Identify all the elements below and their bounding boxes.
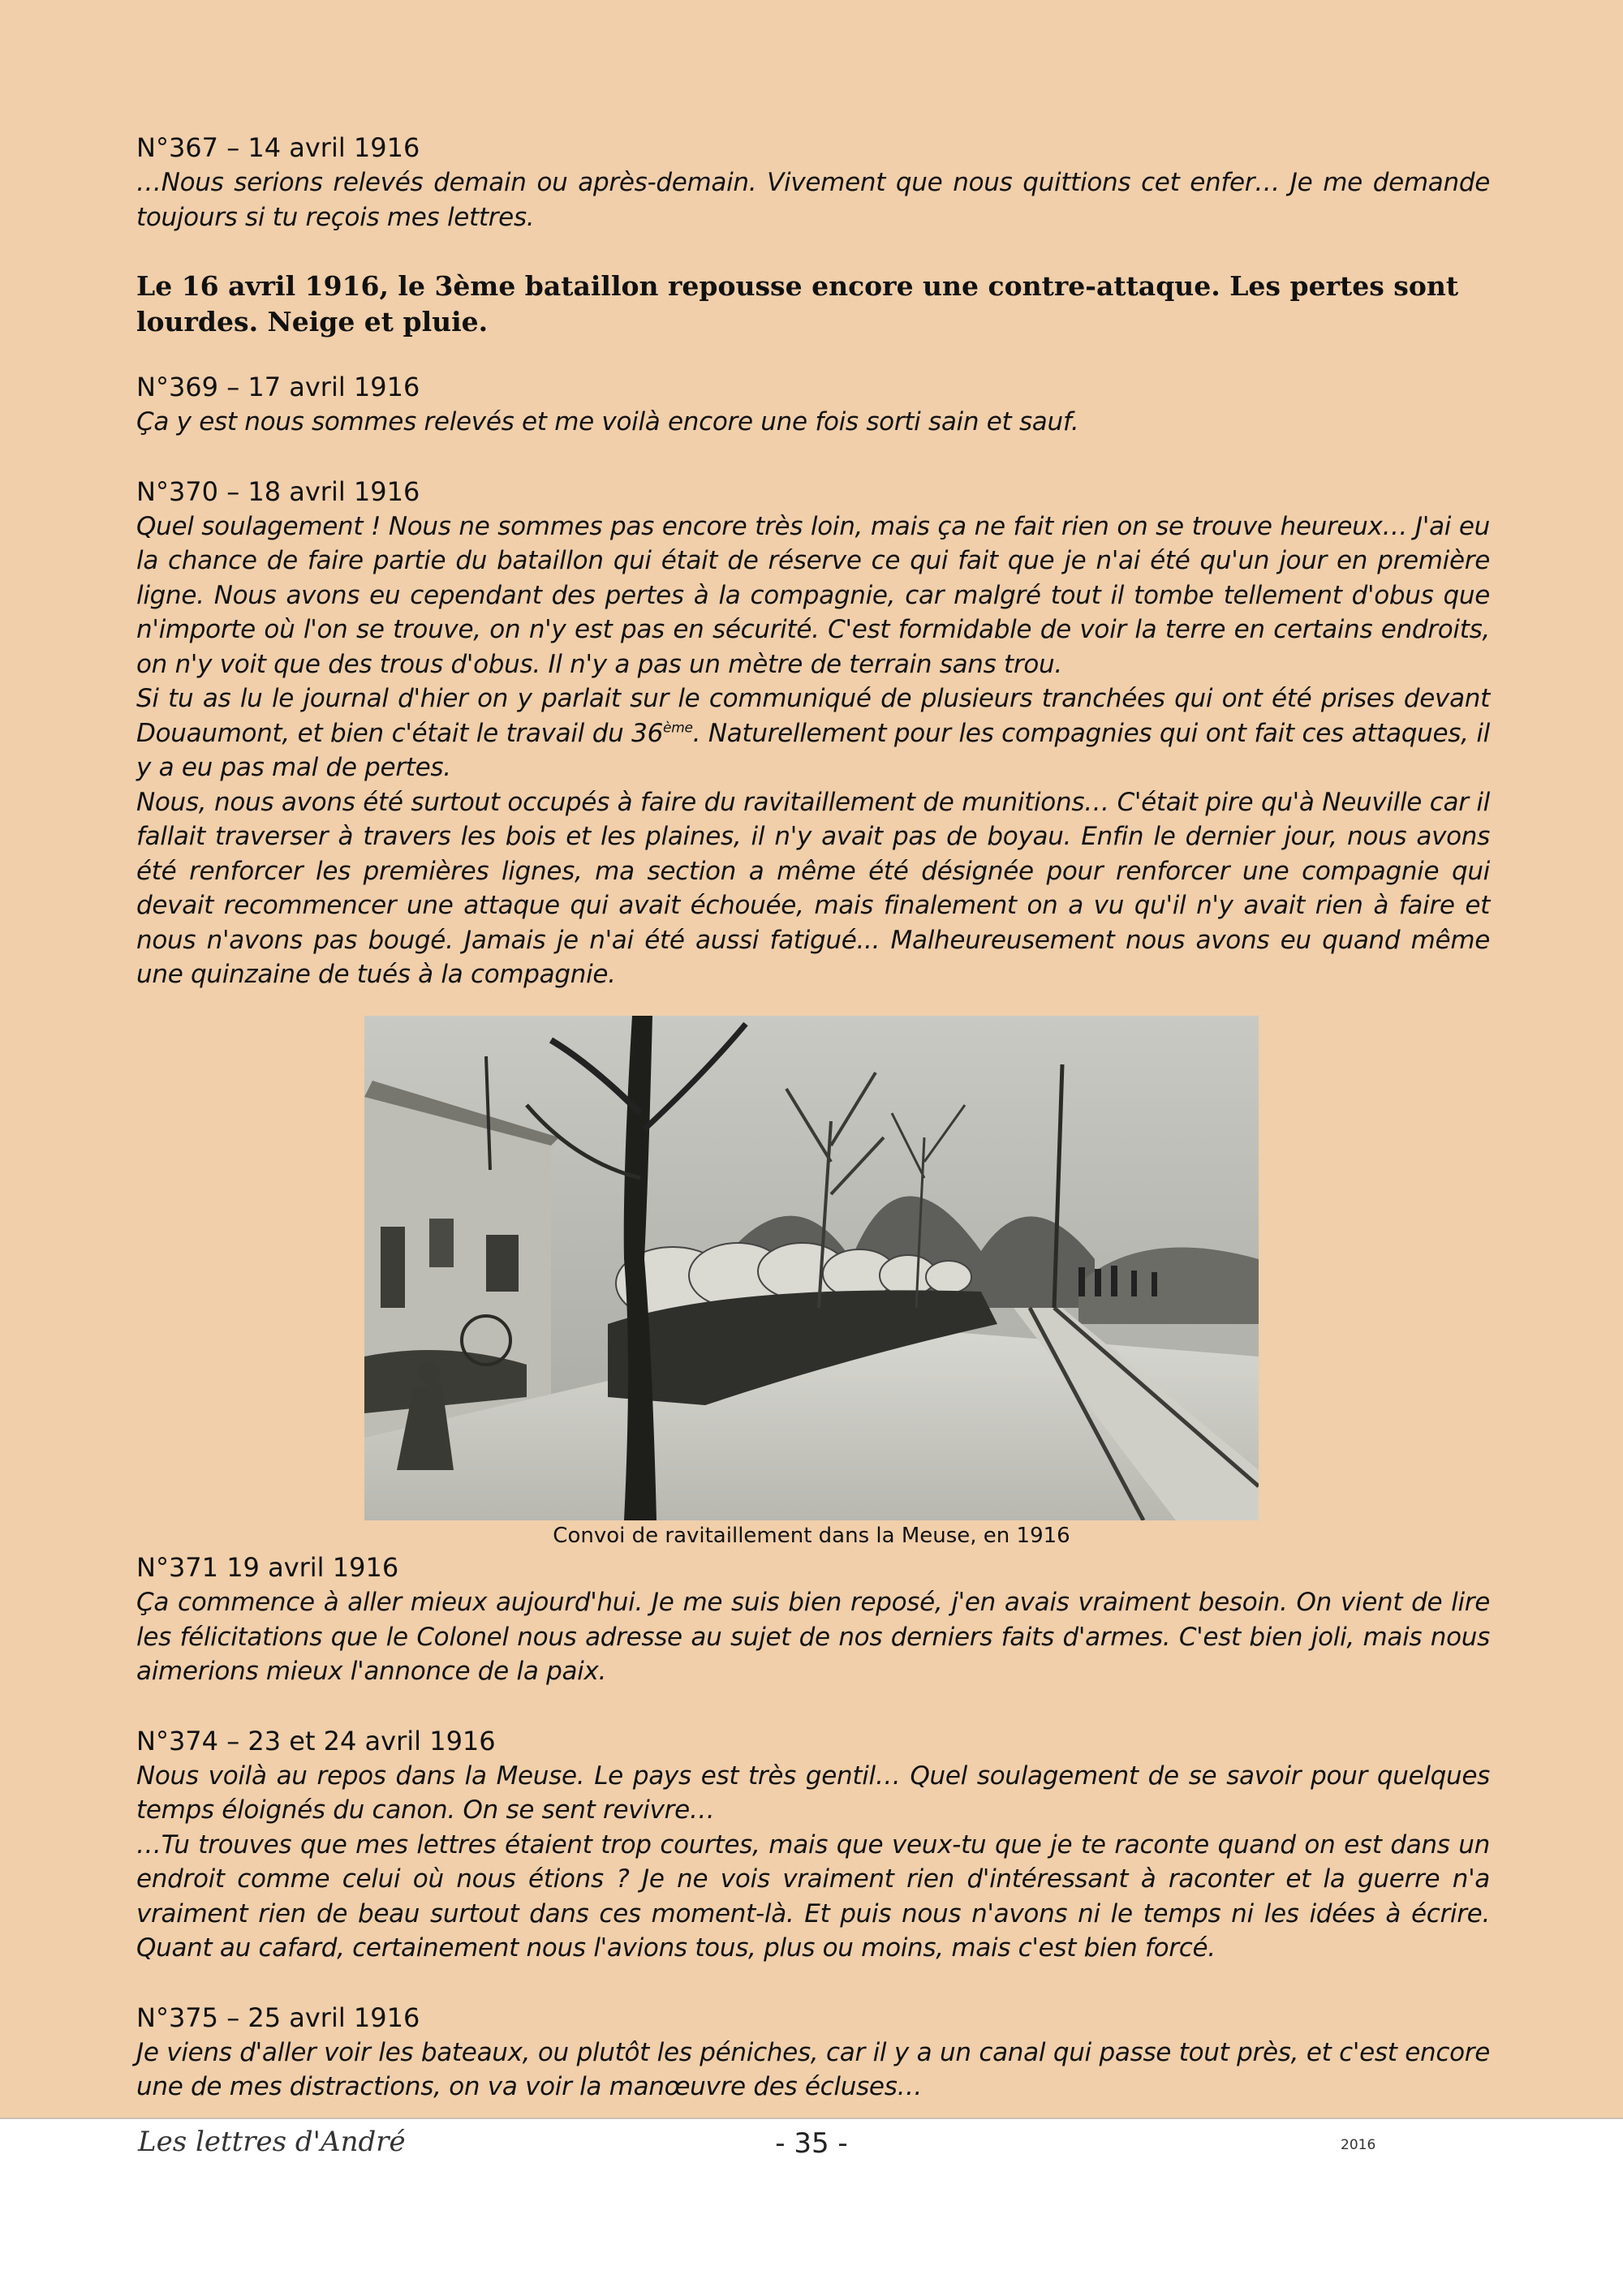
superscript-eme: ème: [663, 720, 693, 737]
entry-370-p2-before: Si tu as lu le journal d'hier on y parlait sur le communiqué de plusieurs tranchées qui ont été prises devant Douaumont, et bien c'était le travail du 36: [136, 684, 1490, 748]
entry-370-paragraph-1: Quel soulagement ! Nous ne sommes pas encore très loin, mais ça ne fait rien on se trouve heureux… J'ai eu la chance de faire partie du bataillon qui était de réserve ce qui fait que je n'ai été qu'un jour en première ligne. Nous avons eu cependant des pertes à la compagnie, car malgré tout il tombe tellement d'obus que n'importe où l'on se trouve, on n'y est pas en sécurité. C'est formidable de voir la terre en certains endroits, on n'y voit que des trous d'obus. Il n'y a pas un mètre de terrain sans trou.: [136, 511, 1490, 679]
entry-370-paragraph-3: Nous, nous avons été surtout occupés à faire du ravitaillement de munitions… C'était pire qu'à Neuville car il fallait traverser à travers les bois et les plaines, il n'y avait pas de boyau. Enfin le dernier jour, nous avons été renforcer les premières lignes, ma section a même été désignée pour renforcer une compagnie qui devait recommencer une attaque qui avait échouée, mais finalement on a vu qu'il n'y avait rien à faire et nous n'avons pas bougé. Jamais je n'ai été aussi fatigué... Malheureusement nous avons eu quand même une quinzaine de tués à la compagnie.: [136, 787, 1490, 989]
upper-text-block: [136, 130, 1490, 992]
footer-book-title: Les lettres d'André: [138, 2126, 406, 2158]
entry-370-paragraph-2: [136, 681, 1490, 785]
entry-369-heading: N°369 – 17 avril 1916: [136, 372, 420, 402]
entry-374-paragraph-1: Nous voilà au repos dans la Meuse. Le pays est très gentil… Quel soulagement de se savoir pour quelques temps éloignés du canon. On se sent revivre…: [136, 1761, 1490, 1825]
entry-375-text: Je viens d'aller voir les bateaux, ou plutôt les péniches, car il y a un canal qui passe tout près, et c'est encore une de mes distractions, on va voir la manœuvre des écluses…: [136, 2037, 1490, 2101]
entry-374-paragraph-2: …Tu trouves que mes lettres étaient trop courtes, mais que veux-tu que je te raconte quand on est dans un endroit comme celui où nous étions ? Je ne vois vraiment rien d'intéressant à raconter et la guerre n'a vraiment rien de beau surtout dans ces moment-là. Et puis nous n'avons ni le temps ni les idées à écrire. Quant au cafard, certainement nous l'avions tous, plus ou moins, mais c'est bien forcé.: [136, 1829, 1490, 1963]
entry-370-p2-after: . Naturellement pour les compagnies qui ont fait ces attaques, il y a eu pas mal de pertes.: [136, 718, 1490, 782]
convoy-photo-illustration: [364, 1016, 1259, 1520]
page-number: - 35 -: [775, 2127, 848, 2160]
entry-367-text: …Nous serions relevés demain ou après-demain. Vivement que nous quittions cet enfer… Je me demande toujours si tu reçois mes lettres.: [136, 168, 1490, 232]
entry-369-text: Ça y est nous sommes relevés et me voilà encore une fois sorti sain et sauf.: [136, 407, 1079, 436]
lower-text-block: [136, 1550, 1490, 2105]
convoy-photograph: [364, 1016, 1259, 1520]
footer-year: 2016: [1341, 2137, 1376, 2153]
entry-375-heading: N°375 – 25 avril 1916: [136, 2001, 420, 2033]
entry-371-text: Ça commence à aller mieux aujourd'hui. Je me suis bien reposé, j'en avais vraiment besoin. On vient de lire les félicitations que le Colonel nous adresse au sujet de nos derniers faits d'armes. C'est bien joli, mais nous aimerions mieux l'annonce de la paix.: [136, 1588, 1490, 1686]
historical-note: Le 16 avril 1916, le 3ème bataillon repousse encore une contre-attaque. Les pertes sont lourdes. Neige et pluie.: [136, 270, 1459, 338]
entry-371-heading: N°371 19 avril 1916: [136, 1552, 399, 1583]
photo-caption: Convoi de ravitaillement dans la Meuse, en 1916: [553, 1524, 1070, 1548]
entry-374-heading: N°374 – 23 et 24 avril 1916: [136, 1725, 496, 1756]
entry-367-heading: N°367 – 14 avril 1916: [136, 132, 420, 163]
entry-370-heading: N°370 – 18 avril 1916: [136, 475, 420, 507]
